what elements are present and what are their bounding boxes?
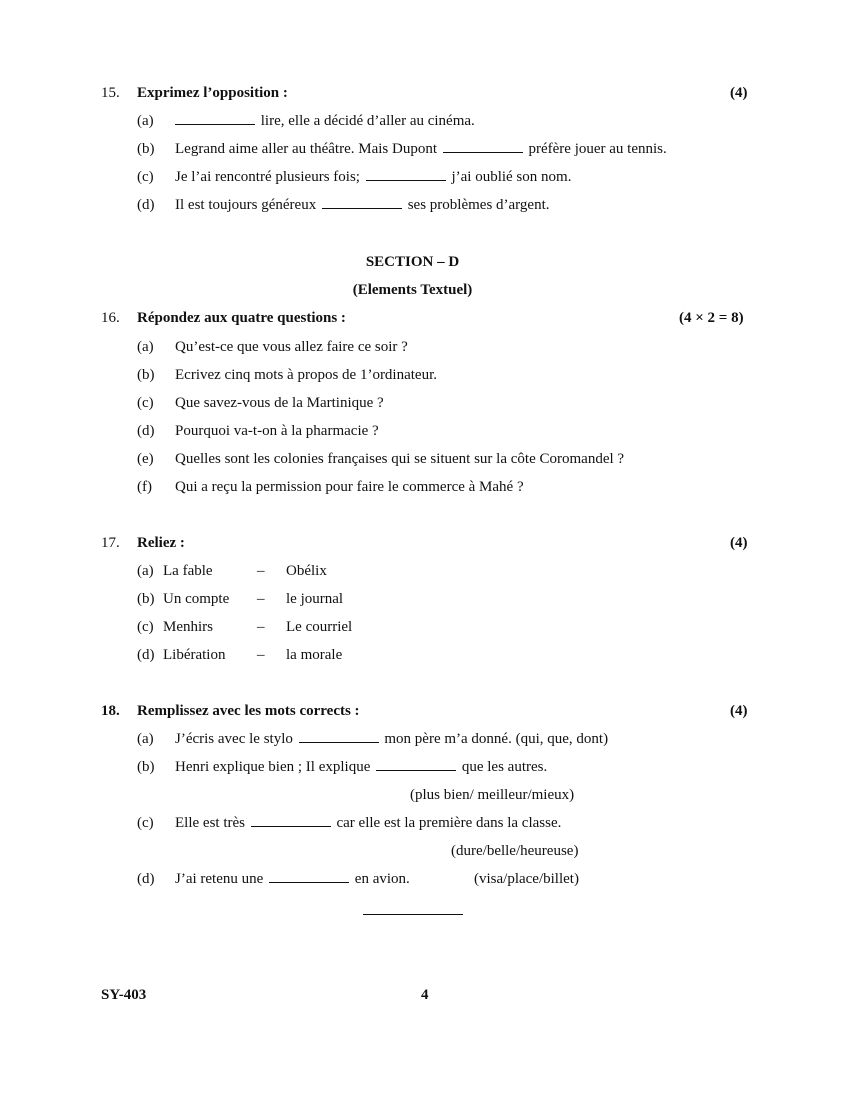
- q17-d-dash: –: [257, 647, 265, 663]
- q16-f-label: (f): [137, 479, 152, 495]
- q18-a-before: J’écris avec le stylo: [175, 731, 293, 747]
- q16-d-text: Pourquoi va-t-on à la pharmacie ?: [175, 423, 379, 439]
- answer-blank: [299, 730, 379, 743]
- q18-b-options: (plus bien/ meilleur/mieux): [410, 787, 575, 803]
- q16-b-label: (b): [137, 367, 155, 383]
- answer-blank: [443, 140, 523, 153]
- q18-b-after: que les autres.: [461, 759, 548, 775]
- q16-a-text: Qu’est-ce que vous allez faire ce soir ?: [175, 339, 408, 355]
- section-title: SECTION – D: [365, 254, 460, 270]
- q16-title: Répondez aux quatre questions :: [137, 310, 346, 326]
- q17-c-right: Le courriel: [286, 619, 353, 635]
- end-rule: [363, 914, 463, 915]
- q17-c-left: Menhirs: [163, 619, 213, 635]
- q18-c-before: Elle est très: [175, 815, 245, 831]
- q15-c-label: (c): [137, 169, 154, 185]
- q17-b-label: (b): [137, 591, 155, 607]
- q16-d-label: (d): [137, 423, 155, 439]
- q15-d-text: [175, 196, 550, 214]
- q15-number: 15.: [101, 85, 120, 101]
- q18-d-label: (d): [137, 871, 155, 887]
- q18-b-label: (b): [137, 759, 155, 775]
- q15-a-after: lire, elle a décidé d’aller au cinéma.: [260, 113, 475, 129]
- q17-marks: (4): [730, 535, 748, 551]
- q18-marks: (4): [730, 703, 748, 719]
- q18-a-label: (a): [137, 731, 154, 747]
- q18-d-options: (visa/place/billet): [474, 871, 579, 887]
- q15-b-before: Legrand aime aller au théâtre. Mais Dupont: [175, 141, 437, 157]
- q17-number: 17.: [101, 535, 120, 551]
- answer-blank: [251, 814, 331, 827]
- q18-b-before: Henri explique bien ; Il explique: [175, 759, 371, 775]
- q18-d-before: J’ai retenu une: [175, 871, 264, 887]
- q16-c-label: (c): [137, 395, 154, 411]
- q17-a-label: (a): [137, 563, 154, 579]
- answer-blank: [322, 196, 402, 209]
- q15-b-after: préfère jouer au tennis.: [528, 141, 667, 157]
- q17-d-right: la morale: [286, 647, 343, 663]
- q17-a-dash: –: [257, 563, 265, 579]
- q17-d-label: (d): [137, 647, 155, 663]
- q16-e-label: (e): [137, 451, 154, 467]
- q15-b-label: (b): [137, 141, 155, 157]
- q17-b-right: le journal: [286, 591, 344, 607]
- q15-c-after: j’ai oublié son nom.: [451, 169, 572, 185]
- q18-c-text: [175, 814, 561, 832]
- q17-b-dash: –: [257, 591, 265, 607]
- q15-d-label: (d): [137, 197, 155, 213]
- q16-e-text: Quelles sont les colonies françaises qui se situent sur la côte Coromandel ?: [175, 451, 625, 467]
- q16-c-text: Que savez-vous de la Martinique ?: [175, 395, 384, 411]
- q17-c-label: (c): [137, 619, 154, 635]
- q18-c-label: (c): [137, 815, 154, 831]
- q15-a-label: (a): [137, 113, 154, 129]
- q18-c-after: car elle est la première dans la classe.: [336, 815, 562, 831]
- answer-blank: [175, 112, 255, 125]
- q18-a-after: mon père m’a donné. (qui, que, dont): [384, 731, 609, 747]
- q16-f-text: Qui a reçu la permission pour faire le commerce à Mahé ?: [175, 479, 524, 495]
- q15-b-text: [175, 140, 667, 158]
- q17-d-left: Libération: [163, 647, 226, 663]
- page-number: 4: [421, 987, 429, 1003]
- q18-title: Remplissez avec les mots corrects :: [137, 703, 360, 719]
- q17-title: Reliez :: [137, 535, 185, 551]
- q15-title: Exprimez l’opposition :: [137, 85, 288, 101]
- q18-a-text: [175, 730, 608, 748]
- q15-d-after: ses problèmes d’argent.: [407, 197, 550, 213]
- q18-c-options: (dure/belle/heureuse): [451, 843, 579, 859]
- q17-a-left: La fable: [163, 563, 213, 579]
- q18-b-text: [175, 758, 547, 776]
- q18-d-text: [175, 870, 410, 888]
- q15-c-text: [175, 168, 571, 186]
- q15-marks: (4): [730, 85, 748, 101]
- section-subtitle: (Elements Textuel): [352, 282, 473, 298]
- q18-d-after: en avion.: [354, 871, 410, 887]
- q17-a-right: Obélix: [286, 563, 327, 579]
- answer-blank: [269, 870, 349, 883]
- paper-code: SY-403: [101, 987, 147, 1003]
- answer-blank: [366, 168, 446, 181]
- q16-marks: (4 × 2 = 8): [679, 310, 744, 326]
- q16-b-text: Ecrivez cinq mots à propos de 1’ordinateur.: [175, 367, 438, 383]
- q18-number: 18.: [101, 703, 120, 719]
- q15-d-before: Il est toujours généreux: [175, 197, 317, 213]
- q15-a-text: [175, 112, 475, 130]
- q16-a-label: (a): [137, 339, 154, 355]
- q17-c-dash: –: [257, 619, 265, 635]
- answer-blank: [376, 758, 456, 771]
- q17-b-left: Un compte: [163, 591, 230, 607]
- q16-number: 16.: [101, 310, 120, 326]
- q15-c-before: Je l’ai rencontré plusieurs fois;: [175, 169, 360, 185]
